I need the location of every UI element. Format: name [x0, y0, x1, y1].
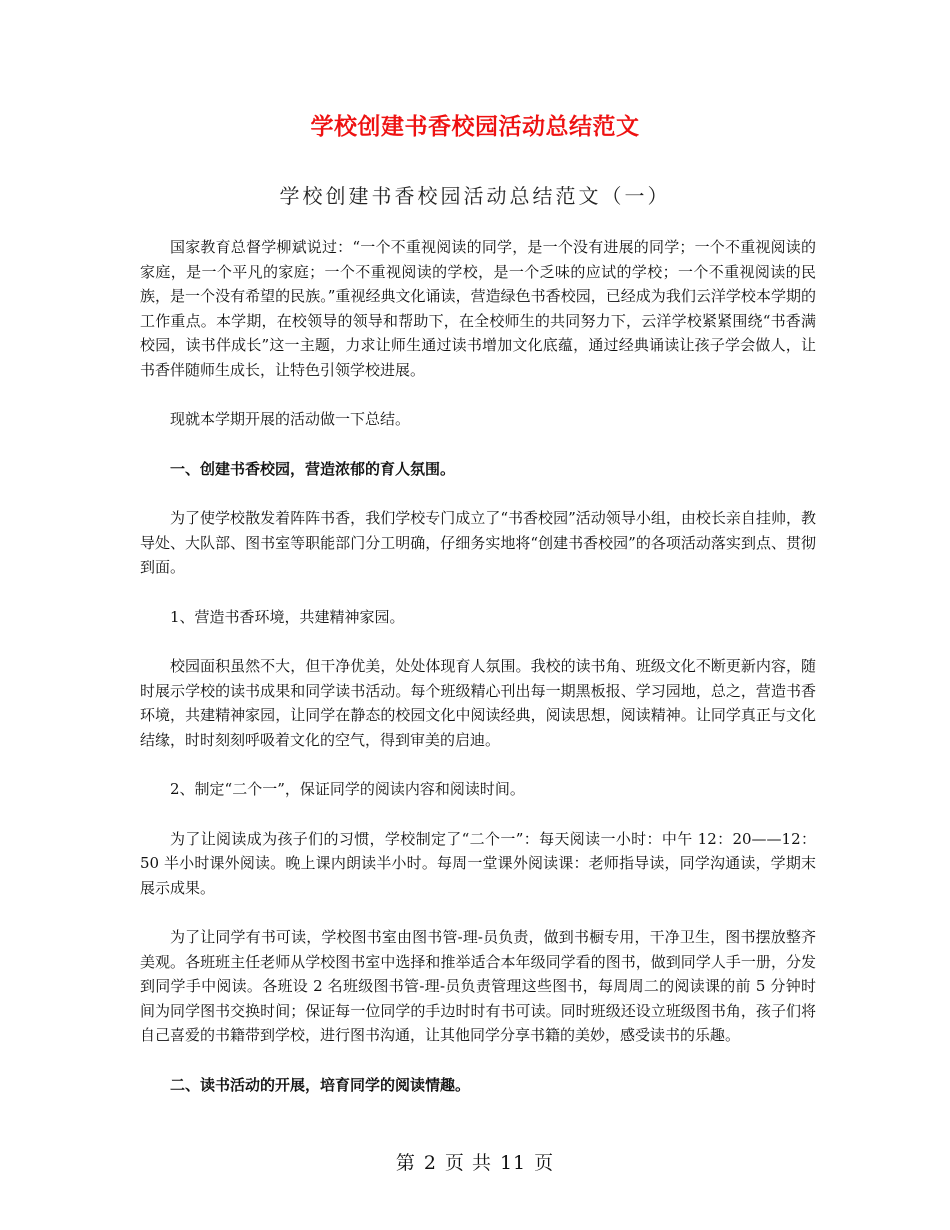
document-body: [140, 235, 816, 1122]
footer-suffix: 页: [534, 1152, 555, 1174]
document-title: 学校创建书香校园活动总结范文: [310, 114, 640, 140]
paragraph: 1、营造书香环境，共建精神家园。: [170, 607, 405, 626]
paragraph: 现就本学期开展的活动做一下总结。: [170, 410, 411, 428]
paragraph: 为了让同学有书可读，学校图书室由图书管-理-员负责，做到书橱专用，干净卫生，图书摆放整齐美观。各班班主任老师从学校图书室中选择和推举适合本年级同学看的图书，做到同学人手一册，分发到同学手中阅读。各班设 2 名班级图书管-理-员负责管理这些图书，每周周二的阅读课的前 5 分钟时间为同学图书交换时间；保证每一位同学的手边时时有书可读。同时班级还设立班级图书角，孩子们将自己喜爱的书籍带到学校，进行图书沟通，让其他同学分享书籍的美妙，感受读书的乐趣。: [140, 928, 816, 1044]
footer-prefix: 第: [395, 1152, 416, 1174]
paragraph: 为了使学校散发着阵阵书香，我们学校专门成立了“书香校园”活动领导小组，由校长亲自挂帅，教导处、大队部、图书室等职能部门分工明确，仔细务实地将“创建书香校园”的各项活动落实到点、贯彻到面。: [140, 509, 816, 576]
paragraph: 2、制定“二个一”，保证同学的阅读内容和阅读时间。: [170, 780, 525, 798]
section-heading: 一、创建书香校园，营造浓郁的育人氛围。: [170, 459, 456, 478]
footer-page-number: 2: [423, 1152, 437, 1174]
section-heading: 二、读书活动的开展，培育同学的阅读情趣。: [170, 1075, 471, 1094]
footer-middle: 页 共: [444, 1152, 492, 1174]
paragraph: 校园面积虽然不大，但干净优美，处处体现育人氛围。我校的读书角、班级文化不断更新内容，随时展示学校的读书成果和同学读书活动。每个班级精心刊出每一期黑板报、学习园地，总之，营造书香环境，共建精神家园，让同学在静态的校园文化中阅读经典，阅读思想，阅读精神。让同学真正与文化结缘，时时刻刻呼吸着文化的空气，得到审美的启迪。: [140, 657, 816, 749]
paragraph: 国家教育总督学柳斌说过：“一个不重视阅读的同学，是一个没有进展的同学；一个不重视阅读的家庭，是一个平凡的家庭；一个不重视阅读的学校，是一个乏味的应试的学校；一个不重视阅读的民族，是一个没有希望的民族。”重视经典文化诵读，营造绿色书香校园，已经成为我们云洋学校本学期的工作重点。本学期，在校领导的领导和帮助下，在全校师生的共同努力下，云洋学校紧紧围绕“书香满校园，读书伴成长”这一主题，力求让师生通过读书增加文化底蕴，通过经典诵读让孩子学会做人，让书香伴随师生成长，让特色引领学校进展。: [140, 238, 816, 379]
paragraph: 为了让阅读成为孩子们的习惯，学校制定了“二个一”：每天阅读一小时：中午 12：20——12：50 半小时课外阅读。晚上课内朗读半小时。每周一堂课外阅读课：老师指导读，同学沟通读，学期末展示成果。: [140, 829, 816, 897]
footer-total-pages: 11: [499, 1152, 527, 1174]
page-footer: [0, 1148, 950, 1175]
document-subtitle: 学校创建书香校园活动总结范文（一）: [279, 184, 671, 208]
